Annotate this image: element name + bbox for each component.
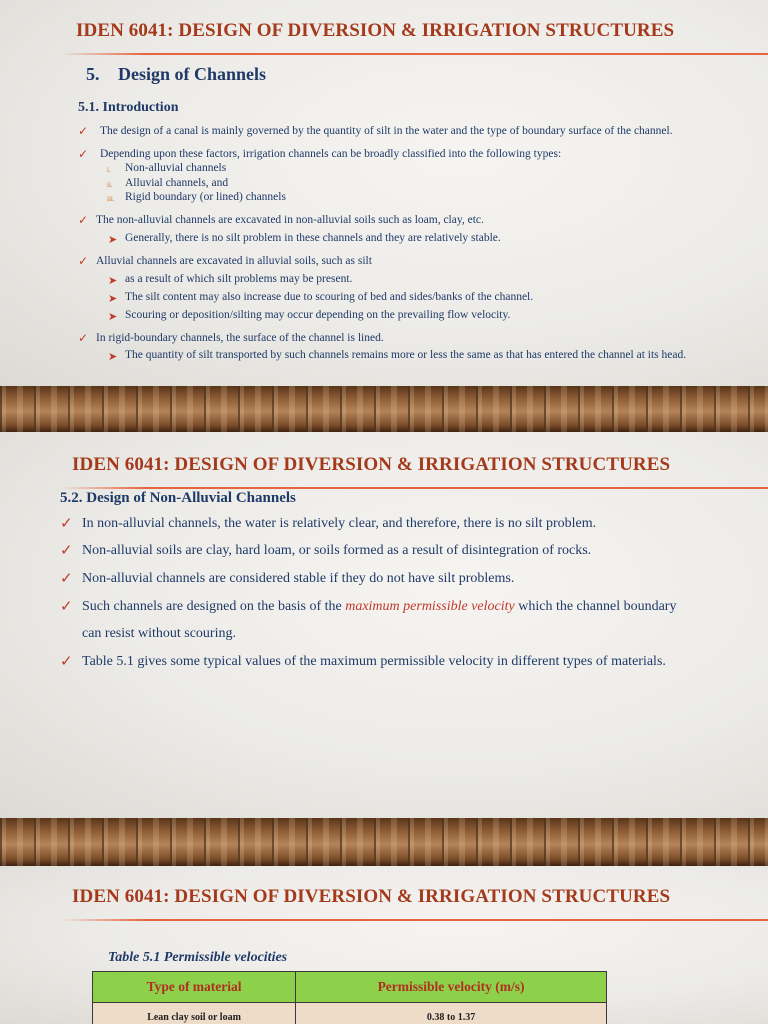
sub-bullet-text: as a result of which silt problems may be present.	[125, 273, 353, 285]
check-icon: ✓	[60, 599, 73, 615]
list-number: ii.	[107, 181, 113, 189]
bullet-text: In non-alluvial channels, the water is relatively clear, and therefore, there is no silt problem.	[82, 516, 597, 531]
table-cell: Lean clay soil or loam	[93, 1003, 296, 1024]
slide-title: IDEN 6041: DESIGN OF DIVERSION & IRRIGATION STRUCTURES	[72, 454, 671, 475]
bullet-text: Depending upon these factors, irrigation channels can be broadly classified into the following types:	[100, 148, 562, 160]
title-divider	[60, 487, 768, 489]
bullet-text	[82, 599, 676, 615]
sub-bullet-text: The silt content may also increase due to scouring of bed and sides/banks of the channel.	[125, 291, 534, 303]
column-header: Permissible velocity (m/s)	[296, 972, 607, 1003]
velocity-table	[92, 971, 607, 1024]
sub-bullet-text: Generally, there is no silt problem in these channels and they are relatively stable.	[125, 232, 501, 244]
slide-3	[0, 866, 768, 1024]
check-icon: ✓	[78, 213, 89, 227]
table-row	[93, 1003, 607, 1024]
subsection-heading: 5.2. Design of Non-Alluvial Channels	[60, 490, 296, 506]
check-icon: ✓	[78, 124, 89, 138]
bullet-text: In rigid-boundary channels, the surface of the channel is lined.	[96, 332, 384, 344]
list-item: Non-alluvial channels	[125, 162, 227, 174]
bullet-text: The non-alluvial channels are excavated in non-alluvial soils such as loam, clay, etc.	[96, 214, 484, 226]
bullet-text: Non-alluvial soils are clay, hard loam, or soils formed as a result of disintegration of rocks.	[82, 543, 592, 558]
title-divider	[60, 919, 768, 921]
bullet-text: Alluvial channels are excavated in alluvial soils, such as silt	[96, 255, 372, 267]
subsection-heading: 5.1. Introduction	[78, 100, 179, 115]
highlight-text: maximum permissible velocity	[345, 599, 515, 614]
arrow-right-icon: ➤	[108, 351, 118, 363]
bullet-text: Table 5.1 gives some typical values of the maximum permissible velocity in different types of materials.	[82, 654, 666, 669]
check-icon: ✓	[60, 516, 73, 532]
slide-title: IDEN 6041: DESIGN OF DIVERSION & IRRIGATION STRUCTURES	[76, 20, 675, 41]
bullet-text: Non-alluvial channels are considered stable if they do not have silt problems.	[82, 571, 515, 586]
arrow-right-icon: ➤	[108, 275, 118, 287]
arrow-right-icon: ➤	[108, 293, 118, 305]
check-icon: ✓	[60, 654, 73, 670]
wood-floor-divider	[0, 818, 768, 866]
slide-1	[0, 0, 768, 386]
slide-title: IDEN 6041: DESIGN OF DIVERSION & IRRIGATION STRUCTURES	[72, 886, 671, 907]
table-caption: Table 5.1 Permissible velocities	[108, 950, 288, 965]
title-divider	[60, 53, 768, 55]
table-header-row	[93, 972, 607, 1003]
sub-bullet-text: The quantity of silt transported by such channels remains more or less the same as that has entered the channel at its head.	[125, 349, 687, 361]
sub-bullet-text: Scouring or deposition/silting may occur depending on the prevailing flow velocity.	[125, 309, 511, 321]
check-icon: ✓	[60, 543, 73, 559]
section-heading	[86, 64, 266, 85]
arrow-right-icon: ➤	[108, 234, 118, 246]
bullet-text-part: Such channels are designed on the basis of the	[82, 599, 346, 614]
section-number: 5.	[86, 64, 100, 84]
section-title: Design of Channels	[118, 64, 267, 84]
arrow-right-icon: ➤	[108, 311, 118, 323]
table-cell: 0.38 to 1.37	[296, 1003, 607, 1024]
list-item: Rigid boundary (or lined) channels	[125, 191, 286, 203]
check-icon: ✓	[60, 571, 73, 587]
bullet-text: The design of a canal is mainly governed by the quantity of silt in the water and the type of boundary surface of the channel.	[100, 125, 673, 137]
list-number: iii.	[107, 195, 115, 203]
list-item: Alluvial channels, and	[125, 177, 229, 189]
column-header: Type of material	[93, 972, 296, 1003]
wood-floor-divider	[0, 386, 768, 432]
slide-2	[0, 432, 768, 818]
bullet-text-part: which the channel boundary	[514, 599, 677, 614]
check-icon: ✓	[78, 147, 89, 161]
list-number: i.	[107, 166, 111, 174]
check-icon: ✓	[78, 254, 89, 268]
check-icon: ✓	[78, 331, 89, 345]
bullet-text-continued: can resist without scouring.	[82, 626, 236, 641]
